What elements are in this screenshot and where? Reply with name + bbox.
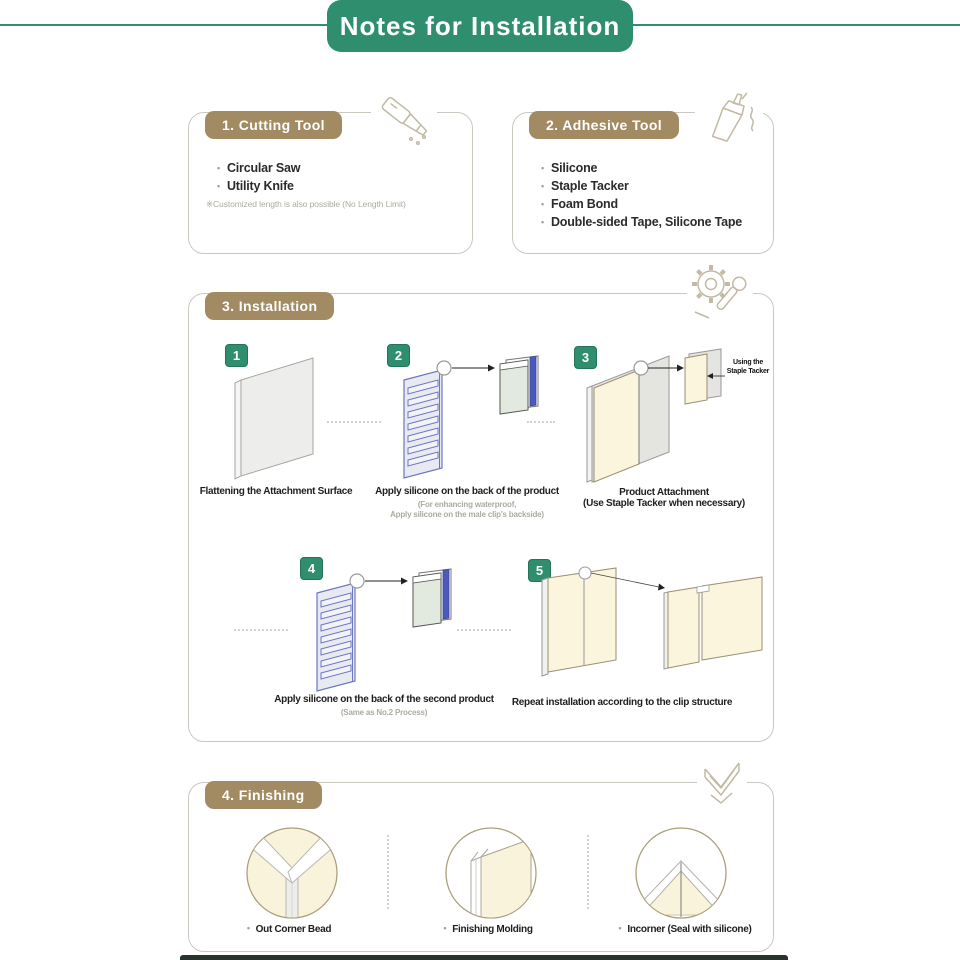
corner-molding-icon bbox=[697, 755, 747, 809]
step3-caption-line2: (Use Staple Tacker when necessary) bbox=[583, 498, 745, 509]
next-section-banner-stub bbox=[180, 955, 788, 960]
list-item: • Utility Knife bbox=[217, 177, 300, 195]
step2-apply-silicone-illustration bbox=[394, 348, 546, 482]
list-item: • Circular Saw bbox=[217, 159, 300, 177]
cutting-tool-note: ※Customized length is also possible (No Length Limit) bbox=[206, 199, 406, 209]
step2-subcaption-2: Apply silicone on the male clip's backside) bbox=[390, 510, 544, 519]
dotted-separator bbox=[457, 629, 511, 631]
section-installation bbox=[188, 293, 774, 742]
step-badge-3: 3 bbox=[574, 346, 597, 369]
dotted-separator bbox=[327, 421, 381, 423]
adhesive-tool-heading: 2. Adhesive Tool bbox=[529, 111, 679, 139]
finishing-caption-incorner: • Incorner (Seal with silicone) bbox=[619, 923, 752, 935]
dotted-separator bbox=[527, 421, 555, 423]
step-badge-4: 4 bbox=[300, 557, 323, 580]
finishing-caption-out-corner-bead: • Out Corner Bead bbox=[247, 923, 331, 935]
utility-knife-icon bbox=[371, 91, 437, 153]
annotation-line-2: Staple Tacker bbox=[726, 368, 770, 375]
adhesive-tool-list bbox=[541, 159, 742, 231]
out-corner-bead-illustration bbox=[242, 823, 342, 923]
step3-caption: Product Attachment bbox=[619, 487, 709, 498]
dotted-separator bbox=[387, 835, 389, 909]
section-cutting-tool bbox=[188, 112, 473, 254]
list-item: • Staple Tacker bbox=[541, 177, 742, 195]
gear-wrench-icon bbox=[687, 260, 753, 326]
step3-annotation bbox=[720, 358, 776, 376]
cutting-tool-heading: 1. Cutting Tool bbox=[205, 111, 342, 139]
installation-heading: 3. Installation bbox=[205, 292, 334, 320]
cutting-tool-list bbox=[217, 159, 300, 195]
step1-flatten-surface-illustration bbox=[227, 350, 319, 482]
incorner-illustration bbox=[631, 823, 731, 923]
section-finishing bbox=[188, 782, 774, 952]
step4-subcaption: (Same as No.2 Process) bbox=[340, 708, 428, 717]
dotted-separator bbox=[234, 629, 288, 631]
step-badge-5: 5 bbox=[528, 559, 551, 582]
step2-caption: Apply silicone on the back of the product bbox=[375, 486, 559, 497]
step-badge-1: 1 bbox=[225, 344, 248, 367]
silicone-tube-icon bbox=[695, 87, 763, 153]
step5-caption: Repeat installation according to the clip structure bbox=[511, 697, 733, 708]
section-adhesive-tool bbox=[512, 112, 774, 254]
page-title: Notes for Installation bbox=[327, 0, 633, 52]
step4-caption: Apply silicone on the back of the second product bbox=[274, 694, 494, 705]
step1-caption: Flattening the Attachment Surface bbox=[199, 486, 353, 497]
list-item: • Foam Bond bbox=[541, 195, 742, 213]
step-badge-2: 2 bbox=[387, 344, 410, 367]
step3-product-attachment-illustration bbox=[581, 344, 726, 484]
step2-subcaption-1: (For enhancing waterproof, bbox=[417, 500, 517, 509]
finishing-caption-finishing-molding: • Finishing Molding bbox=[443, 923, 532, 935]
step5-repeat-installation-illustration bbox=[536, 562, 764, 686]
finishing-heading: 4. Finishing bbox=[205, 781, 322, 809]
finishing-molding-illustration bbox=[441, 823, 541, 923]
step4-apply-silicone-second-illustration bbox=[307, 561, 459, 695]
dotted-separator bbox=[587, 835, 589, 909]
list-item: • Silicone bbox=[541, 159, 742, 177]
annotation-line-1: Using the bbox=[732, 359, 764, 366]
list-item: • Double-sided Tape, Silicone Tape bbox=[541, 213, 742, 231]
